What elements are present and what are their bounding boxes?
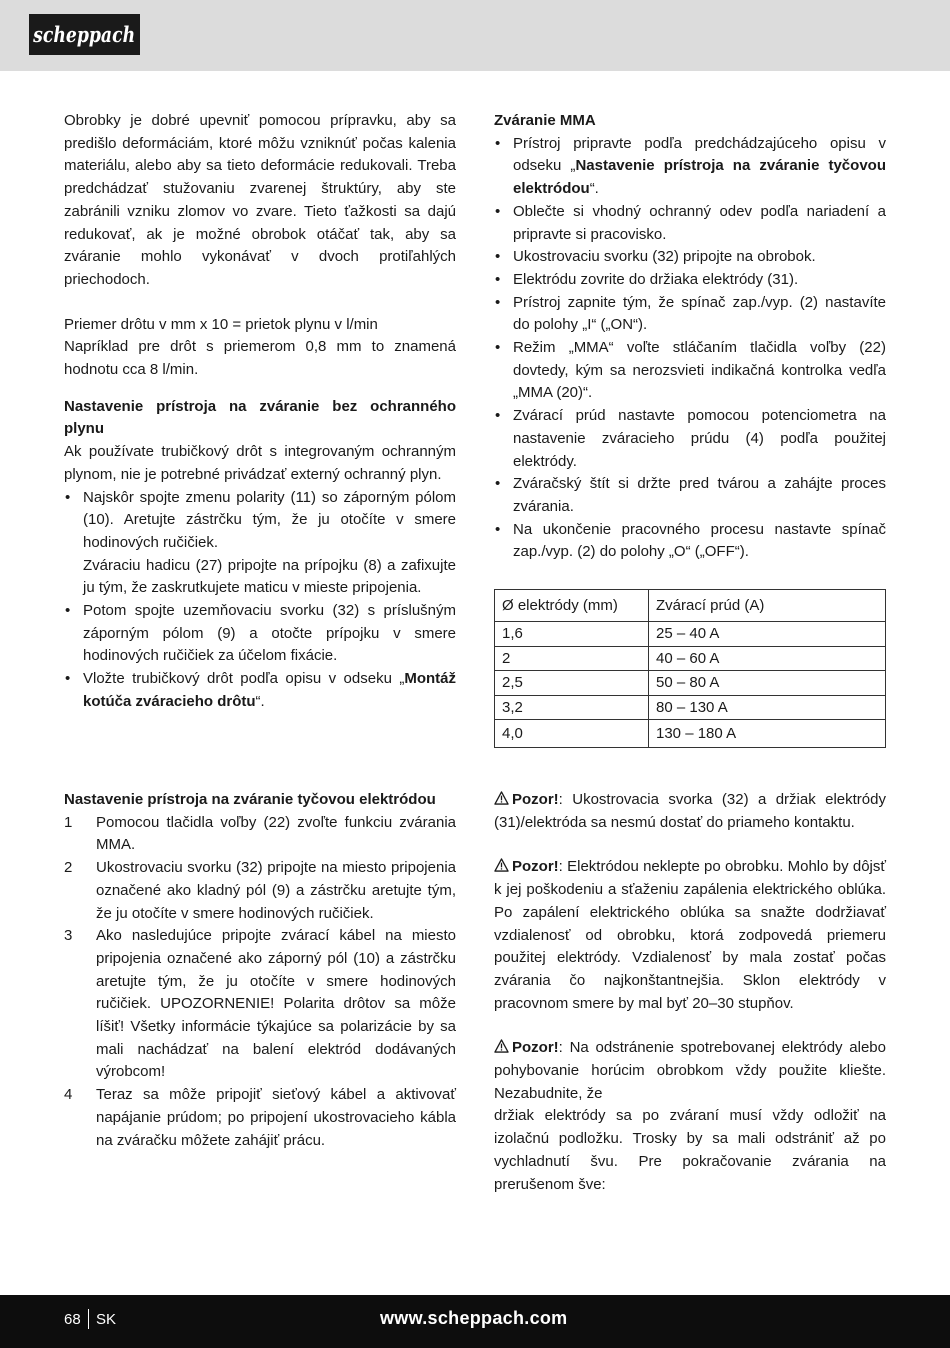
list-item: • Elektródu zovrite do držiaka elektródy (31).	[494, 269, 886, 292]
warning-triangle-icon	[494, 1039, 509, 1053]
table-row	[495, 671, 886, 696]
list-item: • Potom spojte uzemňovaciu svorku (32) s príslušným záporným pólom (9) a otočte prípojku v smere hodinových ručičiek za účelom fixácie.	[64, 600, 456, 668]
table-row	[495, 646, 886, 671]
footer-divider	[88, 1309, 89, 1329]
warning-paragraph: Pozor!: Na odstránenie spotrebovanej elektródy alebo pohybovanie horúcim obrobkom vždy použite kliešte. Nezabudnite, že	[494, 1039, 886, 1102]
list-item: • Vložte trubičkový drôt podľa opisu v odseku „Montáž kotúča zváracieho drôtu“.	[64, 668, 456, 713]
list-item: • Oblečte si vhodný ochranný odev podľa nariadení a pripravte si pracovisko.	[494, 201, 886, 246]
list-item: • Zváračský štít si držte pred tvárou a zahájte proces zvárania.	[494, 473, 886, 518]
gasless-text: Ak používate trubičkový drôt s integrovaným ochranným plynom, nie je potrebné privádzať externý ochranný plyn.	[64, 443, 456, 483]
list-item: • Na ukončenie pracovného procesu nastavte spínač zap./vyp. (2) do polohy „O“ („OFF“).	[494, 519, 886, 564]
list-item: • Prístroj pripravte podľa predchádzajúceho opisu v odseku „Nastavenie prístroja na zváranie tyčovou elektródou“.	[494, 133, 886, 201]
warning-paragraph: Pozor!: Ukostrovacia svorka (32) a držiak elektródy (31)/elektróda sa nesmú dostať do priameho kontaktu.	[494, 791, 886, 831]
header-band	[0, 0, 950, 71]
table-cell: 50 – 80 A	[649, 671, 886, 696]
table-header-row	[495, 590, 886, 622]
gasless-heading: Nastavenie prístroja na zváranie bez ochranného plynu	[64, 397, 456, 438]
warning-paragraph: Pozor!: Elektródou neklepte po obrobku. Mohlo by dôjsť k jej poškodeniu a sťaženiu zapálenia elektrického oblúka. Po zapálení elektrického oblúka sa snažte dodržiavať vzdialenosť od obrobku, ktorá zodpovedá priemeru použitej elektródy. Vzdialenosť by mala zostať počas zvárania čo najkonštantnejšia. Sklon elektródy v pracovnom smere by mal byť 20–30 stupňov.	[494, 858, 886, 1012]
list-item: • Zvárací prúd nastavte pomocou potenciometra na nastavenie zváracieho prúdu (4) podľa použitej elektródy.	[494, 405, 886, 473]
list-item: 2 Ukostrovaciu svorku (32) pripojte na miesto pripojenia označené ako kladný pól (9) a zástrčku aretujte tým, že ju otočíte v smere hodinových ručičiek.	[64, 859, 456, 922]
right-column-bottom	[494, 789, 886, 1196]
left-column-bottom	[64, 789, 456, 1152]
table-cell: 80 – 130 A	[649, 695, 886, 720]
left-column	[64, 110, 456, 714]
electrode-current-table	[494, 589, 886, 748]
table-row	[495, 695, 886, 720]
section-reference: Nastavenie prístroja na zváranie tyčovou elektródou	[513, 157, 886, 198]
table-row	[495, 622, 886, 647]
list-item: 1 Pomocou tlačidla voľby (22) zvoľte funkciu zvárania MMA.	[64, 813, 456, 854]
warning-paragraph-continuation: držiak elektródy sa po zváraní musí vždy odložiť na izolačnú podložku. Trosky by sa mali odstrániť až po vychladnutí švu. Pre pokračovanie zvárania na prerušenom šve:	[494, 1107, 886, 1193]
electrode-setup-heading: Nastavenie prístroja na zváranie tyčovou elektródou	[64, 791, 436, 808]
table-cell: 2	[495, 646, 649, 671]
logo-text: scheppach	[33, 22, 136, 47]
table-cell: 25 – 40 A	[649, 622, 886, 647]
table-cell: 1,6	[495, 622, 649, 647]
table-cell: 40 – 60 A	[649, 646, 886, 671]
formula-example: Napríklad pre drôt s priemerom 0,8 mm to znamená hodnotu cca 8 l/min.	[64, 338, 456, 379]
warning-triangle-icon	[494, 791, 509, 805]
page-number: 68	[64, 1311, 81, 1328]
mma-steps	[494, 133, 886, 564]
gasless-steps-2	[64, 600, 456, 714]
table-cell: 130 – 180 A	[649, 720, 886, 748]
right-column	[494, 110, 886, 564]
electrode-setup-steps	[64, 812, 456, 1153]
list-item: 3 Ako nasledujúce pripojte zvárací kábel na miesto pripojenia označené ako záporný pól (10) a zástrčku aretujte tým, že ju otočíte v smere hodinových ručičiek. UPOZORNENIE! Polarita drôtov sa môže líšiť! Všetky informácie týkajúce sa polarizácie by sa mali nachádzať na balení elektród dodávaných výrobcom!	[64, 927, 456, 1081]
table-header-cell: Zvárací prúd (A)	[649, 590, 886, 622]
list-item: 4 Teraz sa môže pripojiť sieťový kábel a aktivovať napájanie prúdom; po pripojení ukostrovacieho kábla na zváračku môžete zahájiť prácu.	[64, 1086, 456, 1149]
list-item: • Najskôr spojte zmenu polarity (11) so záporným pólom (10). Aretujte zástrčku tým, že ju otočíte v smere hodinových ručičiek.	[64, 487, 456, 555]
website-url: www.scheppach.com	[380, 1308, 568, 1328]
table-row	[495, 720, 886, 748]
list-item: • Ukostrovaciu svorku (32) pripojte na obrobok.	[494, 246, 886, 269]
intro-paragraph: Obrobky je dobré upevniť pomocou prípravku, aby sa predišlo deformáciám, ktoré môžu vzniknúť počas kalenia materiálu, alebo aby sa tieto deformácie redukovali. Treba predchádzať stužovaniu zvarenej štruktúry, aby ste zabránili vzniku zlomov vo zvare. Tieto ťažkosti sa dajú redukovať, ak je možné obrobok otáčať tak, aby sa zváranie mohlo vykonávať v dvoch protiľahlých priechodoch.	[64, 112, 456, 288]
section-reference: Montáž kotúča zváracieho drôtu	[83, 670, 456, 710]
gasless-steps	[64, 487, 456, 555]
table-cell: 4,0	[495, 720, 649, 748]
list-item: • Režim „MMA“ voľte stláčaním tlačidla voľby (22) dovtedy, kým sa nerozsvieti indikačná kontrolka vedľa „MMA (20)“.	[494, 337, 886, 405]
list-item: • Prístroj zapnite tým, že spínač zap./vyp. (2) nastavíte do polohy „I“ („ON“).	[494, 292, 886, 337]
formula-line: Priemer drôtu v mm x 10 = prietok plynu v l/min	[64, 315, 378, 333]
table-header-cell: Ø elektródy (mm)	[495, 590, 649, 622]
list-item-continuation: Zváraciu hadicu (27) pripojte na prípojku (8) a zafixujte ju tým, že zaskrutkujete maticu v mieste pripojenia.	[83, 556, 456, 597]
mma-heading: Zváranie MMA	[494, 112, 596, 129]
warning-triangle-icon	[494, 858, 509, 872]
table-cell: 2,5	[495, 671, 649, 696]
language-code: SK	[96, 1311, 117, 1328]
scheppach-logo	[29, 14, 140, 55]
footer-band	[0, 1295, 950, 1348]
table-cell: 3,2	[495, 695, 649, 720]
